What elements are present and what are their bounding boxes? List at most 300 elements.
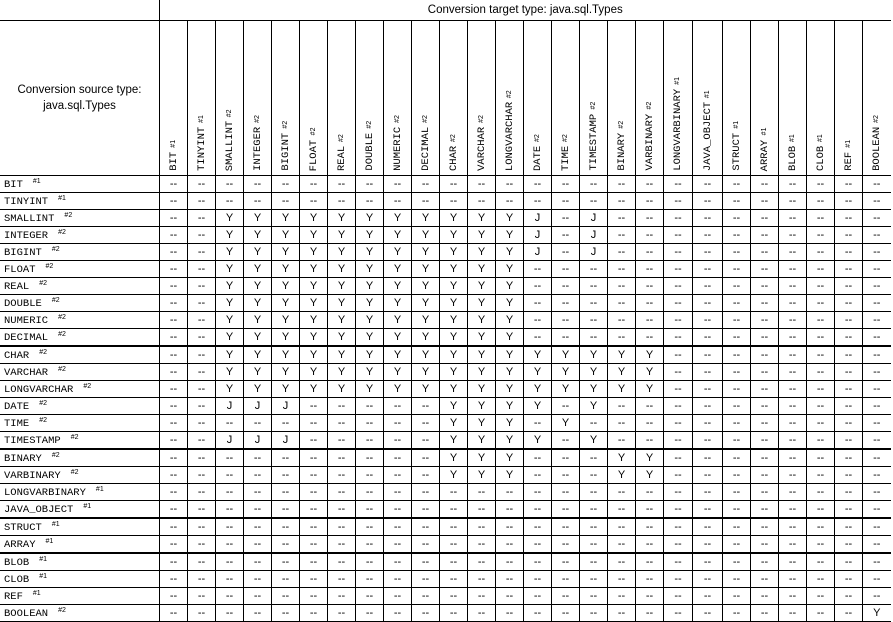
- table-cell: --: [863, 518, 891, 536]
- column-note: #1: [816, 133, 824, 142]
- column-note: #1: [760, 127, 768, 136]
- table-cell: Y: [636, 467, 664, 484]
- table-cell: --: [751, 449, 779, 467]
- table-cell: Y: [524, 346, 552, 364]
- table-cell: Y: [468, 467, 496, 484]
- table-cell: --: [863, 571, 891, 588]
- table-cell: Y: [524, 432, 552, 450]
- table-cell: --: [300, 415, 328, 432]
- table-cell: --: [552, 553, 580, 571]
- table-cell: Y: [440, 278, 468, 295]
- row-name: TIME: [4, 417, 30, 430]
- table-cell: --: [693, 605, 723, 622]
- table-cell: --: [693, 449, 723, 467]
- table-cell: Y: [496, 210, 524, 227]
- table-cell: --: [608, 553, 636, 571]
- column-note: #2: [393, 115, 401, 123]
- table-cell: Y: [468, 449, 496, 467]
- column-name: TIMESTAMP: [587, 114, 600, 171]
- column-note: #2: [421, 115, 429, 123]
- table-cell: --: [723, 467, 751, 484]
- row-name: VARBINARY: [4, 469, 61, 482]
- table-cell: --: [440, 501, 468, 519]
- table-cell: --: [552, 588, 580, 605]
- table-cell: J: [272, 398, 300, 415]
- table-cell: Y: [300, 261, 328, 278]
- table-cell: --: [440, 588, 468, 605]
- table-cell: --: [412, 536, 440, 554]
- table-cell: --: [863, 364, 891, 381]
- table-cell: --: [160, 329, 188, 347]
- column-note: #2: [617, 121, 625, 130]
- table-cell: --: [384, 571, 412, 588]
- column-header-text: [252, 115, 264, 171]
- table-cell: Y: [384, 261, 412, 278]
- table-cell: Y: [468, 415, 496, 432]
- table-cell: --: [608, 605, 636, 622]
- row-note: #2: [58, 228, 66, 236]
- table-cell: --: [552, 484, 580, 501]
- table-cell: Y: [356, 312, 384, 329]
- table-cell: --: [272, 176, 300, 193]
- table-cell: --: [835, 501, 863, 519]
- table-cell: --: [608, 193, 636, 210]
- table-cell: --: [608, 210, 636, 227]
- column-name: FLOAT: [307, 139, 320, 171]
- table-cell: --: [384, 553, 412, 571]
- row-name: CLOB: [4, 573, 30, 586]
- table-cell: --: [524, 176, 552, 193]
- table-cell: --: [723, 501, 751, 519]
- row-name: BOOLEAN: [4, 607, 49, 620]
- table-cell: --: [300, 176, 328, 193]
- table-cell: --: [356, 588, 384, 605]
- table-cell: Y: [468, 261, 496, 278]
- table-cell: --: [863, 346, 891, 364]
- table-cell: Y: [300, 278, 328, 295]
- table-cell: --: [807, 210, 835, 227]
- table-cell: Y: [356, 210, 384, 227]
- table-cell: --: [216, 484, 244, 501]
- table-cell: --: [751, 588, 779, 605]
- column-header-varbinary: [636, 21, 664, 176]
- table-cell: --: [552, 210, 580, 227]
- table-cell: --: [664, 295, 693, 312]
- table-cell: --: [779, 467, 807, 484]
- table-cell: Y: [244, 346, 272, 364]
- table-cell: Y: [496, 346, 524, 364]
- column-note: #2: [337, 133, 345, 142]
- table-cell: --: [835, 449, 863, 467]
- table-cell: --: [863, 278, 891, 295]
- table-cell: --: [300, 553, 328, 571]
- table-row: [0, 553, 891, 571]
- table-cell: --: [580, 312, 608, 329]
- table-cell: --: [440, 518, 468, 536]
- table-row: [0, 605, 891, 622]
- table-cell: Y: [440, 467, 468, 484]
- table-cell: Y: [356, 295, 384, 312]
- table-cell: --: [608, 432, 636, 450]
- table-cell: --: [779, 398, 807, 415]
- table-cell: --: [496, 484, 524, 501]
- table-cell: Y: [468, 312, 496, 329]
- table-row: [0, 381, 891, 398]
- table-cell: Y: [496, 227, 524, 244]
- table-cell: Y: [440, 432, 468, 450]
- table-cell: Y: [272, 261, 300, 278]
- table-cell: Y: [496, 329, 524, 347]
- table-cell: Y: [216, 364, 244, 381]
- table-cell: --: [807, 553, 835, 571]
- table-cell: --: [693, 346, 723, 364]
- row-name: SMALLINT: [4, 212, 55, 225]
- table-cell: --: [216, 536, 244, 554]
- table-cell: --: [751, 346, 779, 364]
- table-cell: --: [835, 261, 863, 278]
- table-cell: --: [807, 571, 835, 588]
- table-cell: --: [468, 571, 496, 588]
- table-cell: --: [807, 329, 835, 347]
- table-cell: Y: [440, 346, 468, 364]
- table-cell: Y: [496, 415, 524, 432]
- table-cell: --: [468, 588, 496, 605]
- table-cell: --: [693, 518, 723, 536]
- table-cell: Y: [496, 364, 524, 381]
- table-cell: --: [779, 605, 807, 622]
- table-cell: --: [160, 364, 188, 381]
- table-cell: Y: [216, 244, 244, 261]
- table-cell: --: [723, 398, 751, 415]
- table-cell: --: [751, 244, 779, 261]
- row-name: FLOAT: [4, 263, 36, 276]
- table-cell: --: [356, 467, 384, 484]
- table-cell: --: [188, 467, 216, 484]
- table-cell: Y: [244, 381, 272, 398]
- table-cell: --: [723, 588, 751, 605]
- table-cell: Y: [412, 312, 440, 329]
- table-cell: --: [751, 329, 779, 347]
- table-cell: Y: [552, 381, 580, 398]
- row-note: #2: [58, 313, 66, 321]
- table-cell: Y: [384, 278, 412, 295]
- table-cell: --: [664, 261, 693, 278]
- table-cell: --: [552, 467, 580, 484]
- table-cell: --: [160, 244, 188, 261]
- table-cell: Y: [328, 227, 356, 244]
- table-cell: --: [693, 381, 723, 398]
- row-header-tinyint: [0, 193, 160, 210]
- row-note: #2: [58, 606, 66, 614]
- table-cell: --: [863, 536, 891, 554]
- table-cell: --: [552, 432, 580, 450]
- table-cell: --: [807, 484, 835, 501]
- table-cell: Y: [636, 364, 664, 381]
- table-cell: --: [608, 312, 636, 329]
- table-cell: --: [328, 553, 356, 571]
- table-cell: --: [751, 227, 779, 244]
- table-cell: --: [216, 449, 244, 467]
- table-cell: --: [244, 536, 272, 554]
- table-cell: Y: [440, 381, 468, 398]
- table-cell: --: [807, 398, 835, 415]
- column-note: #1: [703, 89, 711, 98]
- table-cell: Y: [496, 432, 524, 450]
- table-cell: Y: [496, 467, 524, 484]
- table-cell: --: [723, 278, 751, 295]
- table-cell: --: [636, 176, 664, 193]
- table-cell: --: [160, 210, 188, 227]
- table-cell: --: [300, 501, 328, 519]
- table-cell: --: [188, 518, 216, 536]
- table-cell: Y: [384, 364, 412, 381]
- column-header-struct: [723, 21, 751, 176]
- table-cell: --: [244, 467, 272, 484]
- table-cell: --: [440, 536, 468, 554]
- column-name: BINARY: [615, 133, 628, 171]
- table-cell: Y: [300, 210, 328, 227]
- table-cell: --: [216, 467, 244, 484]
- table-cell: --: [751, 398, 779, 415]
- table-cell: --: [412, 467, 440, 484]
- table-cell: --: [723, 295, 751, 312]
- table-cell: --: [608, 261, 636, 278]
- table-cell: --: [779, 295, 807, 312]
- column-note: #2: [477, 115, 485, 123]
- table-cell: Y: [356, 227, 384, 244]
- table-cell: --: [863, 176, 891, 193]
- table-cell: --: [412, 501, 440, 519]
- source-title-line1: Conversion source type:: [17, 84, 142, 96]
- table-row: [0, 536, 891, 554]
- table-cell: --: [636, 432, 664, 450]
- table-cell: Y: [496, 295, 524, 312]
- table-cell: --: [835, 518, 863, 536]
- table-cell: Y: [636, 449, 664, 467]
- table-cell: --: [216, 571, 244, 588]
- column-header-blob: [779, 21, 807, 176]
- table-cell: --: [524, 329, 552, 347]
- table-cell: --: [216, 176, 244, 193]
- table-cell: --: [412, 553, 440, 571]
- column-name: STRUCT: [730, 133, 743, 171]
- table-row: [0, 329, 891, 347]
- table-cell: --: [751, 312, 779, 329]
- table-cell: --: [160, 536, 188, 554]
- row-note: #2: [51, 245, 60, 253]
- table-cell: --: [160, 278, 188, 295]
- column-note: #1: [732, 121, 740, 130]
- table-cell: Y: [524, 364, 552, 381]
- table-cell: --: [751, 415, 779, 432]
- column-header-time: [552, 21, 580, 176]
- table-cell: Y: [412, 329, 440, 347]
- table-cell: --: [693, 329, 723, 347]
- table-cell: --: [779, 449, 807, 467]
- table-cell: --: [779, 484, 807, 501]
- table-cell: Y: [580, 381, 608, 398]
- table-cell: --: [636, 261, 664, 278]
- table-cell: --: [751, 571, 779, 588]
- table-cell: --: [723, 553, 751, 571]
- table-cell: --: [779, 244, 807, 261]
- table-cell: --: [328, 467, 356, 484]
- table-cell: --: [664, 329, 693, 347]
- table-cell: Y: [468, 244, 496, 261]
- table-row: [0, 398, 891, 415]
- table-cell: --: [412, 193, 440, 210]
- table-cell: --: [693, 193, 723, 210]
- table-cell: Y: [328, 312, 356, 329]
- table-cell: --: [807, 278, 835, 295]
- table-cell: --: [608, 571, 636, 588]
- table-cell: --: [328, 432, 356, 450]
- table-cell: --: [412, 588, 440, 605]
- table-cell: --: [779, 432, 807, 450]
- row-header-timestamp: [0, 432, 160, 450]
- row-name: LONGVARCHAR: [4, 383, 74, 396]
- table-cell: Y: [216, 312, 244, 329]
- table-cell: --: [693, 210, 723, 227]
- table-cell: Y: [412, 227, 440, 244]
- column-name: TIME: [559, 145, 572, 171]
- row-header-struct: [0, 518, 160, 536]
- table-cell: --: [636, 278, 664, 295]
- table-cell: --: [580, 295, 608, 312]
- table-cell: --: [835, 312, 863, 329]
- table-cell: Y: [412, 364, 440, 381]
- table-cell: --: [863, 244, 891, 261]
- row-name: JAVA_OBJECT: [4, 503, 74, 516]
- table-cell: --: [608, 536, 636, 554]
- table-cell: Y: [863, 605, 891, 622]
- column-name: BIT: [167, 152, 180, 171]
- table-cell: --: [580, 415, 608, 432]
- table-cell: Y: [552, 346, 580, 364]
- table-cell: --: [636, 605, 664, 622]
- table-cell: --: [807, 501, 835, 519]
- table-cell: --: [636, 398, 664, 415]
- row-header-time: [0, 415, 160, 432]
- column-name: CLOB: [814, 145, 827, 171]
- table-cell: Y: [300, 244, 328, 261]
- table-cell: Y: [272, 381, 300, 398]
- row-name: NUMERIC: [4, 314, 49, 327]
- column-header-real: [328, 21, 356, 176]
- table-cell: Y: [468, 278, 496, 295]
- column-header-text: [787, 134, 799, 171]
- row-name: BIT: [4, 178, 23, 191]
- table-cell: J: [244, 432, 272, 450]
- table-cell: Y: [216, 381, 244, 398]
- table-cell: --: [779, 278, 807, 295]
- row-name: LONGVARBINARY: [4, 486, 86, 499]
- table-cell: --: [300, 449, 328, 467]
- table-cell: Y: [328, 244, 356, 261]
- table-cell: --: [524, 571, 552, 588]
- table-cell: J: [524, 244, 552, 261]
- table-cell: --: [779, 553, 807, 571]
- column-name: TINYINT: [195, 126, 208, 171]
- table-cell: --: [524, 278, 552, 295]
- table-cell: --: [723, 536, 751, 554]
- table-cell: --: [468, 518, 496, 536]
- table-cell: Y: [496, 312, 524, 329]
- table-cell: Y: [468, 227, 496, 244]
- table-cell: --: [160, 193, 188, 210]
- table-cell: Y: [608, 449, 636, 467]
- table-cell: J: [244, 398, 272, 415]
- table-cell: --: [863, 227, 891, 244]
- table-cell: --: [216, 553, 244, 571]
- table-cell: --: [356, 193, 384, 210]
- table-cell: --: [188, 261, 216, 278]
- table-cell: --: [216, 415, 244, 432]
- table-cell: --: [328, 398, 356, 415]
- table-cell: Y: [216, 227, 244, 244]
- table-cell: --: [160, 176, 188, 193]
- table-cell: Y: [608, 467, 636, 484]
- table-cell: --: [636, 329, 664, 347]
- table-cell: --: [608, 278, 636, 295]
- table-cell: --: [440, 605, 468, 622]
- column-header-text: [815, 134, 827, 171]
- column-header-text: [168, 140, 180, 171]
- row-note: #2: [39, 348, 48, 356]
- table-cell: Y: [440, 210, 468, 227]
- table-cell: --: [807, 518, 835, 536]
- table-cell: --: [863, 588, 891, 605]
- row-name: TIMESTAMP: [4, 434, 61, 447]
- table-row: [0, 346, 891, 364]
- table-cell: Y: [496, 381, 524, 398]
- column-header-integer: [244, 21, 272, 176]
- row-note: #2: [58, 365, 66, 373]
- table-row: [0, 210, 891, 227]
- table-cell: --: [863, 449, 891, 467]
- row-name: REAL: [4, 280, 30, 293]
- table-cell: --: [188, 449, 216, 467]
- table-cell: --: [664, 244, 693, 261]
- table-cell: --: [723, 571, 751, 588]
- table-cell: --: [188, 364, 216, 381]
- table-cell: --: [693, 312, 723, 329]
- table-cell: Y: [272, 244, 300, 261]
- table-cell: Y: [440, 398, 468, 415]
- table-cell: --: [524, 518, 552, 536]
- table-cell: --: [636, 244, 664, 261]
- column-header-java-object: [693, 21, 723, 176]
- table-cell: --: [552, 295, 580, 312]
- row-name: DOUBLE: [4, 297, 42, 310]
- column-header-double: [356, 21, 384, 176]
- table-cell: --: [412, 398, 440, 415]
- column-name: JAVA_OBJECT: [701, 101, 714, 171]
- table-cell: --: [552, 518, 580, 536]
- column-header-text: [843, 140, 855, 171]
- table-cell: --: [807, 346, 835, 364]
- table-cell: --: [636, 193, 664, 210]
- table-cell: --: [693, 261, 723, 278]
- table-cell: --: [664, 210, 693, 227]
- row-header-longvarbinary: [0, 484, 160, 501]
- table-cell: --: [779, 210, 807, 227]
- table-cell: --: [412, 449, 440, 467]
- table-cell: --: [863, 261, 891, 278]
- table-cell: Y: [468, 364, 496, 381]
- table-cell: --: [751, 261, 779, 278]
- table-cell: Y: [468, 346, 496, 364]
